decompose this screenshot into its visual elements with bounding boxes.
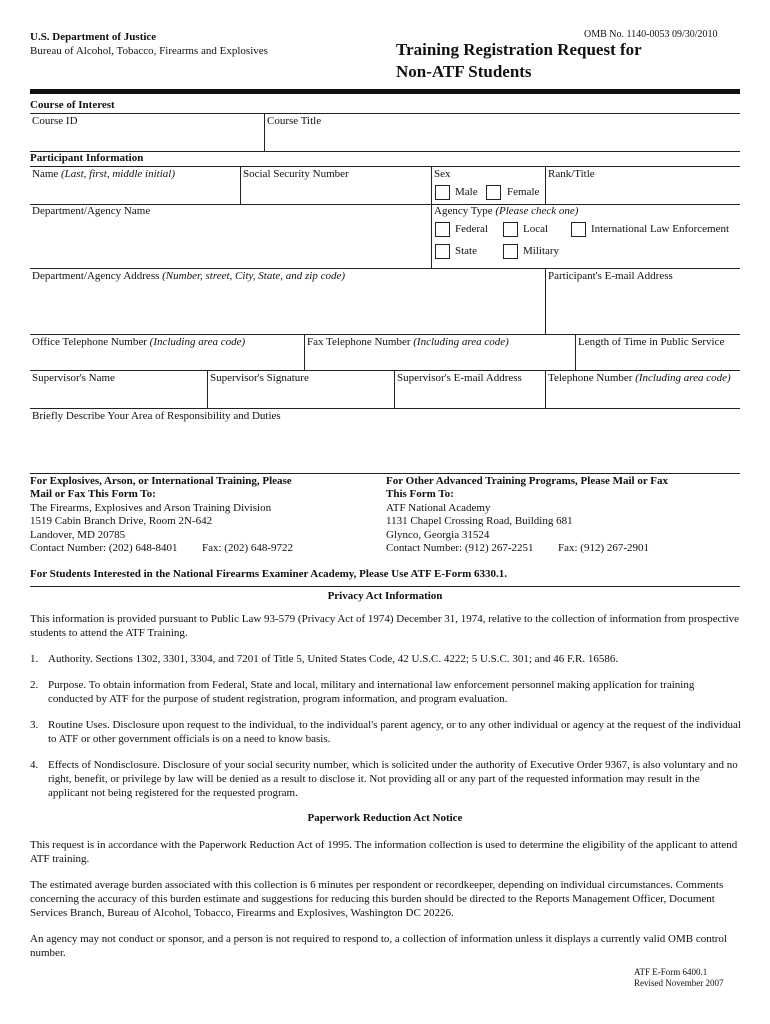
ssn-field[interactable] (241, 167, 431, 203)
fax-phone-field[interactable] (305, 335, 575, 369)
supervisor-name-label: Supervisor's Name (32, 372, 115, 384)
header-rule (30, 89, 740, 94)
advanced-training-contact: For Other Advanced Training Programs, Please Mail or Fax This Form To: ATF National Academy 1131 Chapel Crossing Road, Building 681 Glynco, Georgia 31524 Contact Number: (912) 267-2251 Fax: (912) 267-2901 (386, 475, 669, 555)
federal-checkbox[interactable] (435, 222, 450, 237)
duties-field[interactable] (30, 409, 740, 472)
omb-number: OMB No. 1140-0053 09/30/2010 (584, 29, 718, 40)
supervisor-email-label: Supervisor's E-mail Address (397, 372, 522, 384)
paperwork-p3: An agency may not conduct or sponsor, and a person is not required to respond to, a collection of information unless it displays a currently valid OMB control number. (30, 933, 727, 959)
local-label: Local (523, 223, 549, 235)
participant-section-title: Participant Information (30, 152, 144, 164)
department-address-field[interactable] (30, 269, 545, 333)
office-phone-label: Office Telephone Number (Including area code) (32, 336, 246, 348)
department-name-field[interactable] (30, 205, 430, 267)
privacy-item-routine-uses: 3. Routine Uses. Disclosure upon request to the individual, to the individual's parent agency, or to any other individual or agency at the request of the individual to ATF or other government officials is on a need to know basis. (30, 719, 741, 745)
participant-email-field[interactable] (546, 269, 740, 333)
nfea-notice: For Students Interested in the National Firearms Examiner Academy, Please Use ATF E-Form 6330.1. (30, 568, 508, 580)
participant-email-label: Participant's E-mail Address (548, 270, 673, 282)
paperwork-act-title: Paperwork Reduction Act Notice (307, 812, 463, 824)
ssn-label: Social Security Number (243, 168, 349, 180)
form-revision: Revised November 2007 (634, 978, 724, 988)
course-title-label: Course Title (267, 115, 322, 127)
course-id-field[interactable] (30, 114, 264, 150)
female-label: Female (507, 186, 540, 198)
supervisor-signature-field[interactable] (208, 371, 394, 407)
privacy-item-purpose: 2. Purpose. To obtain information from Federal, State and local, military and international law enforcement personnel making application for training conducted by ATF for the purpose of student registration, program information, and program evaluation. (30, 679, 695, 705)
supervisor-name-field[interactable] (30, 371, 207, 407)
office-phone-field[interactable] (30, 335, 304, 369)
address-label: Department/Agency Address (Number, street, City, State, and zip code) (32, 270, 346, 282)
fax-phone-label: Fax Telephone Number (Including area code) (307, 336, 509, 348)
duties-label: Briefly Describe Your Area of Responsibility and Duties (32, 410, 281, 422)
privacy-item-authority: 1. Authority. Sections 1302, 3301, 3304, and 7201 of Title 5, United States Code, 42 U.S.C. 4222; 5 U.S.C. 301; and 46 F.R. 16586. (30, 653, 619, 665)
rank-title-field[interactable] (546, 167, 740, 203)
state-label: State (455, 245, 477, 257)
form-number: ATF E-Form 6400.1 (634, 967, 708, 977)
supervisor-telephone-field[interactable] (546, 371, 740, 407)
military-checkbox[interactable] (503, 244, 518, 259)
paperwork-p1: This request is in accordance with the Paperwork Reduction Act of 1995. The information collection is used to determine the eligibility of the applicant to attend ATF training. (30, 839, 738, 865)
form-title-line1: Training Registration Request for (396, 40, 642, 59)
agency-name: U.S. Department of Justice (30, 31, 157, 43)
international-label: International Law Enforcement (591, 223, 730, 235)
divider (30, 473, 740, 474)
state-checkbox[interactable] (435, 244, 450, 259)
privacy-act-title: Privacy Act Information (327, 590, 443, 602)
course-section-title: Course of Interest (30, 99, 115, 111)
privacy-intro: This information is provided pursuant to Public Law 93-579 (Privacy Act of 1974) December 31, 1974, relative to the collection of information from prospective students to attend the ATF Training. (30, 613, 740, 639)
supervisor-signature-label: Supervisor's Signature (210, 372, 309, 384)
rank-title-label: Rank/Title (548, 168, 595, 180)
course-id-label: Course ID (32, 115, 78, 127)
male-label: Male (455, 186, 478, 198)
supervisor-email-field[interactable] (395, 371, 545, 407)
international-checkbox[interactable] (571, 222, 586, 237)
form-title-line2: Non-ATF Students (396, 62, 532, 81)
male-checkbox[interactable] (435, 185, 450, 200)
public-service-length-field[interactable] (576, 335, 740, 369)
name-label: Name (Last, first, middle initial) (32, 168, 175, 180)
agency-type-label: Agency Type (Please check one) (434, 205, 579, 217)
divider (431, 204, 432, 268)
supervisor-telephone-label: Telephone Number (Including area code) (548, 372, 731, 384)
divider (30, 586, 740, 587)
local-checkbox[interactable] (503, 222, 518, 237)
explosives-training-contact: For Explosives, Arson, or International Training, Please Mail or Fax This Form To: The Firearms, Explosives and Arson Training Division 1519 Cabin Branch Drive, Room 2N-642 Landover, MD 20785 Contact Number: (202) 648-8401 Fax: (202) 648-9722 (30, 475, 294, 555)
bureau-name: Bureau of Alcohol, Tobacco, Firearms and Explosives (30, 45, 268, 57)
divider (431, 166, 432, 204)
department-name-label: Department/Agency Name (32, 205, 151, 217)
sex-label: Sex (434, 168, 451, 180)
public-service-length-label: Length of Time in Public Service (578, 336, 725, 348)
course-title-field[interactable] (265, 114, 740, 150)
privacy-item-nondisclosure: 4. Effects of Nondisclosure. Disclosure of your social security number, which is solicited under the authority of Executive Order 9367, is also voluntary and no right, benefit, or privilege by law will be denied as a result to disclose it. Not providing all or any part of the requested information may result in the applicant not being registered for the requested program. (30, 759, 738, 799)
paperwork-p2: The estimated average burden associated with this collection is 6 minutes per respondent or recordkeeper, depending on individual circumstances. Comments concerning the accuracy of this burden estimate and suggestions for reducing this burden should be directed to the Reports Management Officer, Document Services Branch, Bureau of Alcohol, Tobacco, Firearms and Explosives, Washington DC 20226. (30, 879, 724, 919)
participant-name-field[interactable] (30, 167, 240, 203)
federal-label: Federal (455, 223, 488, 235)
military-label: Military (523, 245, 560, 257)
female-checkbox[interactable] (486, 185, 501, 200)
